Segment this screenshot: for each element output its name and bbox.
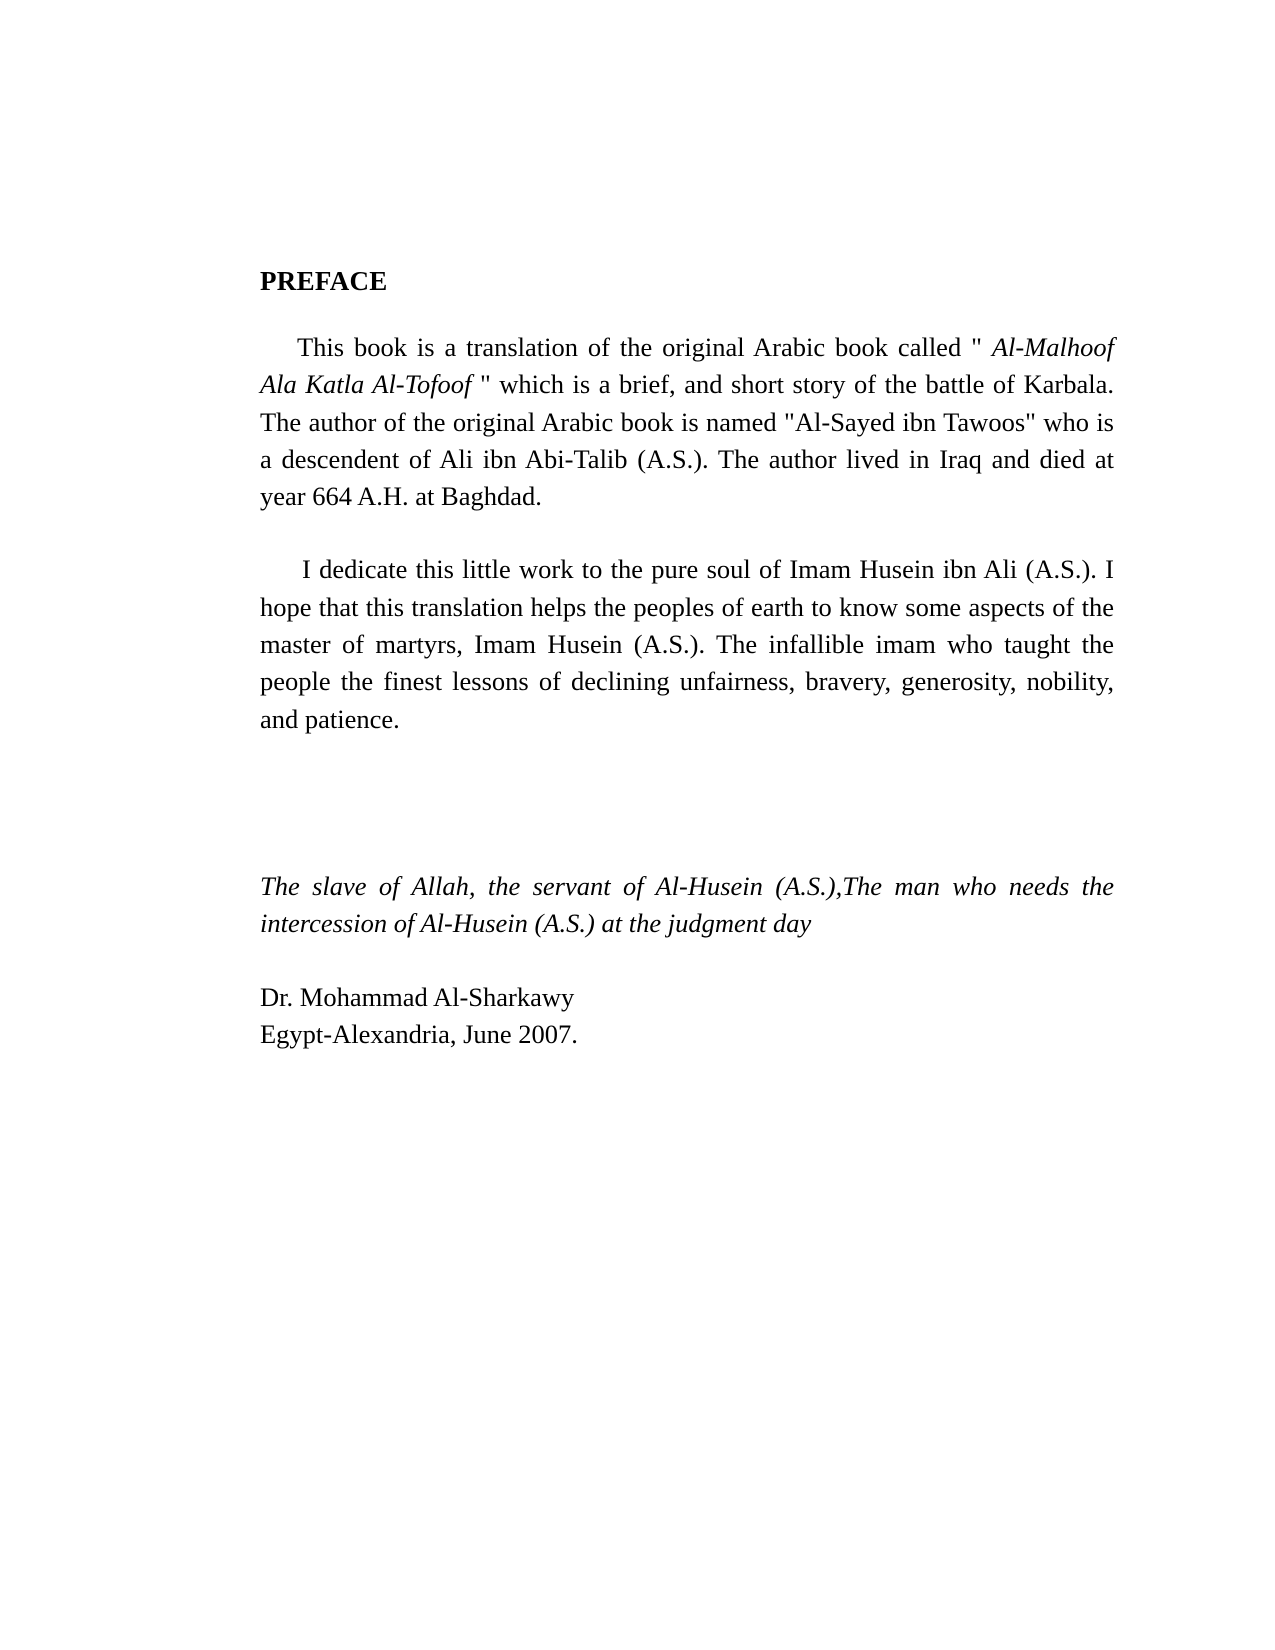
paragraph1-text-end: " which is a brief, and short story of the battle of Karbala. The author of the original Arabic book is named "Al-Sayed ibn Tawoos" who is a descendent of Ali ibn Abi-Talib (A.S.). The author lived in Iraq and died at year 664 A.H. at Baghdad. <box>260 369 1114 512</box>
paragraph-dedication-work: I dedicate this little work to the pure soul of Imam Husein ibn Ali (A.S.). I hope that this translation helps the peoples of earth to know some aspects of the master of martyrs, Imam Husein (A.S.). The infallible imam who taught the people the finest lessons of declining unfairness, bravery, generosity, nobility, and patience. <box>260 554 1114 734</box>
author-name: Dr. Mohammad Al-Sharkawy <box>260 981 575 1012</box>
page-title: PREFACE <box>260 266 388 296</box>
preface-section <box>260 265 1114 1053</box>
place-date: Egypt-Alexandria, June 2007. <box>260 1018 578 1049</box>
paragraph1-text-start: This book is a translation of the original Arabic book called " <box>297 332 992 362</box>
book-title-italic: Al-Malhoof Ala Katla Al-Tofoof <box>260 332 1114 400</box>
paragraph-translation-info <box>260 329 1114 515</box>
dedication-italic: The slave of Allah, the servant of Al-Husein (A.S.),The man who needs the intercession of Al-Husein (A.S.) at the judgment day <box>260 870 1114 939</box>
